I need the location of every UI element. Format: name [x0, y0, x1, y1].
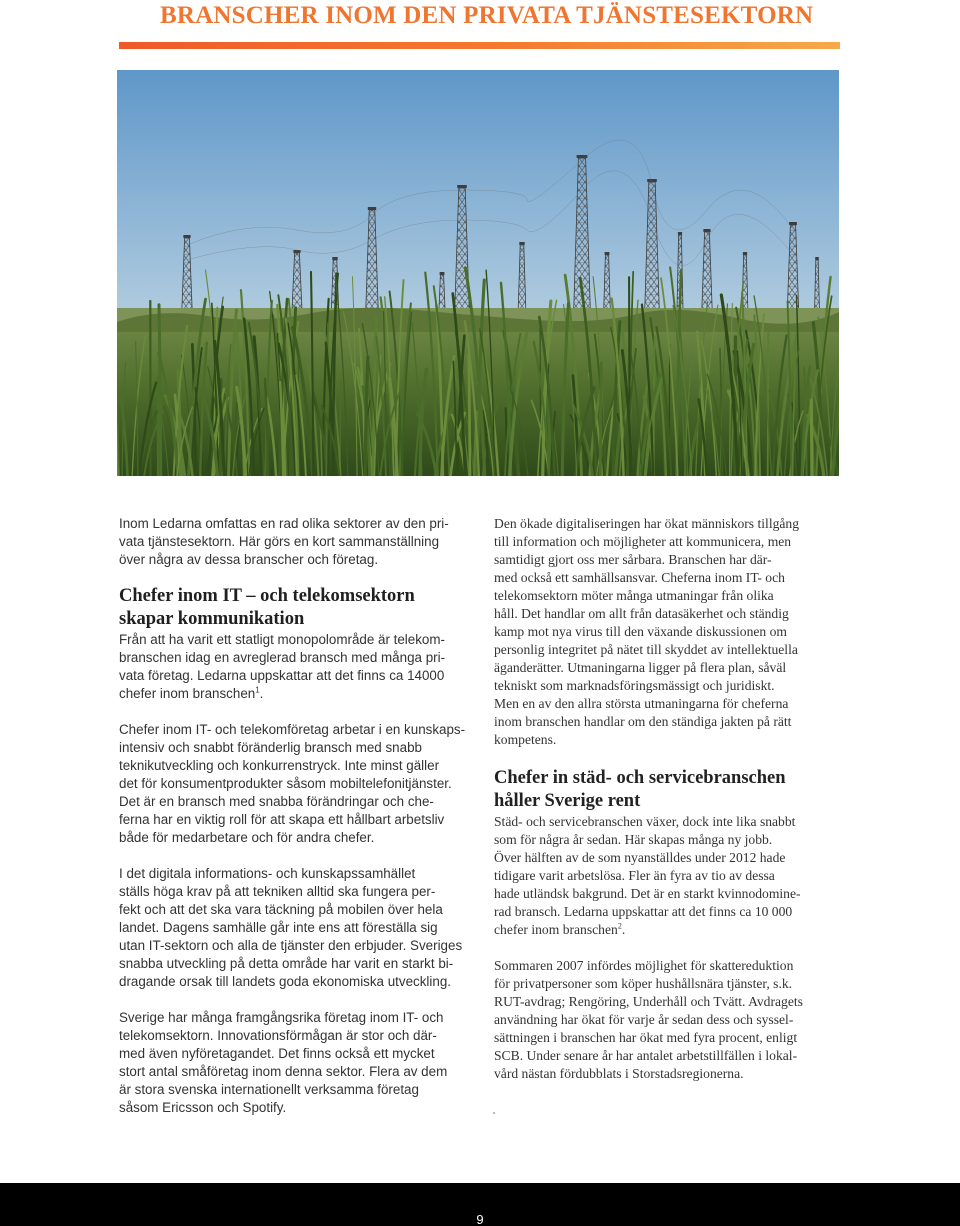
- rut-deduction-paragraph: Sommaren 2007 infördes möjlighet för skattereduktion för privatpersoner som köper hushållsnära tjänster, s.k. RUT-avdrag; Rengöring, Underhåll och Tvätt. Avdragets användning har ökat för varje år sedan dess och syssel- sättningen i branschen har ökat med fyra procent, enligt SCB. Under senare år har antalet arbetstillfällen i lokal- vård nästan fördubblats i Storstadsregionerna.: [494, 958, 803, 1081]
- stray-mark: [493, 1112, 495, 1114]
- header-accent-rule: [119, 42, 840, 49]
- it-telecom-heading: Chefer inom IT – och telekomsektorn skapar kommunikation: [119, 586, 415, 629]
- it-telecom-paragraph-2: Chefer inom IT- och telekomföretag arbetar i en kunskaps- intensiv och snabbt föränderlig bransch med snabb teknikutveckling och konkurrenstryck. Inte minst gäller det för konsumentprodukter såsom mobiltelefonitjänster. Det är en bransch med snabba förändringar och che- ferna har en viktig roll för att skapa ett hållbart arbetsliv både för medarbetare och för andra chefer.: [119, 722, 466, 845]
- it-telecom-paragraph-1: [119, 631, 469, 703]
- radio-mast-top: [605, 252, 610, 255]
- reed-blade: [768, 333, 769, 476]
- radio-mast-top: [815, 257, 819, 260]
- reed-blade: [469, 355, 470, 476]
- radio-mast-field-photo: [117, 70, 839, 476]
- digitalization-paragraph: Den ökade digitaliseringen har ökat människors tillgång till information och möjligheter att kommunicera, men samtidigt gjort oss mer sårbara. Branschen har där- med också ett samhällsansvar. Cheferna inom IT- och telekomsektorn möter många utmaningar från olika håll. Det handlar om allt från datasäkerhet och ständig kamp mot nya virus till den växande diskussionen om personlig integritet på nätet till skyddet av intellektuella äganderätter. Utmaningarna ligger på flera plan, såväl tekniskt som marknadsföringsmässigt och juridiskt. Men en av den allra största utmaningarna för cheferna inom branschen handlar om den ständiga jakten på rätt kompetens.: [494, 516, 800, 747]
- page-header-title: BRANSCHER INOM DEN PRIVATA TJÄNSTESEKTORN: [160, 2, 814, 29]
- it-telecom-paragraph-4: Sverige har många framgångsrika företag inom IT- och telekomsektorn. Innovationsförmågan är stor och där- med även nyföretagandet. Det finns också ett mycket stort antal småföretag inom denna sektor. Flera av dem är stora svenska internationellt verksamma företag såsom Ericsson och Spotify.: [119, 1010, 448, 1115]
- footnote-marker-2: 2: [617, 921, 622, 931]
- radio-mast-top: [440, 272, 445, 275]
- reed-blade: [159, 305, 161, 476]
- right-text-column: [494, 515, 840, 1083]
- footnote-marker-1: 1: [255, 685, 260, 695]
- radio-mast-top: [789, 222, 797, 225]
- it-telecom-paragraph-1-end: .: [259, 686, 264, 701]
- radio-mast-top: [647, 179, 657, 182]
- reed-blade: [600, 363, 601, 476]
- it-telecom-paragraph-3: I det digitala informations- och kunskapssamhället ställs höga krav på att tekniken alltid ska fungera per- fekt och att det ska vara täckning på mobilen över hela landet. Dagens samhälle går inte ens att föreställa sig utan IT-sektorn och alla de tjänster den erbjuder. Sveriges snabba utveckling på detta område har varit en starkt bi- dragande orsak till landets goda ekonomiska utveckling.: [119, 866, 463, 989]
- cleaning-service-paragraph-1-text: Städ- och servicebranschen växer, dock inte lika snabbt som för några år sedan. Här skapas många ny jobb. Över hälften av de som nyanställdes under 2012 hade tidigare varit arbetslösa. Fler än fyra av tio av dessa hade utländsk bakgrund. Det är en starkt kvinnodomine- rad bransch. Ledarna uppskattar att det finns ca 10 000 chefer inom branschen: [494, 814, 801, 937]
- left-text-column: [119, 515, 469, 1117]
- radio-mast-top: [743, 252, 747, 255]
- cleaning-service-paragraph-1-end: .: [621, 922, 626, 937]
- radio-mast-top: [457, 185, 467, 188]
- cleaning-service-paragraph-1: [494, 813, 840, 939]
- cleaning-service-heading: Chefer in städ- och servicebranschen håller Sverige rent: [494, 768, 786, 811]
- radio-mast-top: [678, 232, 682, 235]
- radio-mast-top: [183, 235, 190, 238]
- radio-mast-top: [703, 229, 710, 232]
- it-telecom-paragraph-1-text: Från att ha varit ett statligt monopolområde är telekom- branschen idag en avreglerad bransch med många pri- vata företag. Ledarna uppskattar att det finns ca 14000 chefer inom branschen: [119, 632, 446, 701]
- radio-mast-top: [332, 257, 337, 260]
- page-number: 9: [476, 1212, 484, 1226]
- intro-paragraph: Inom Ledarna omfattas en rad olika sektorer av den pri- vata tjänstesektorn. Här görs en kort sammanställning över några av dessa branscher och företag.: [119, 516, 449, 567]
- reed-blade: [811, 400, 812, 476]
- radio-mast-top: [519, 242, 524, 245]
- radio-mast-top: [368, 207, 376, 210]
